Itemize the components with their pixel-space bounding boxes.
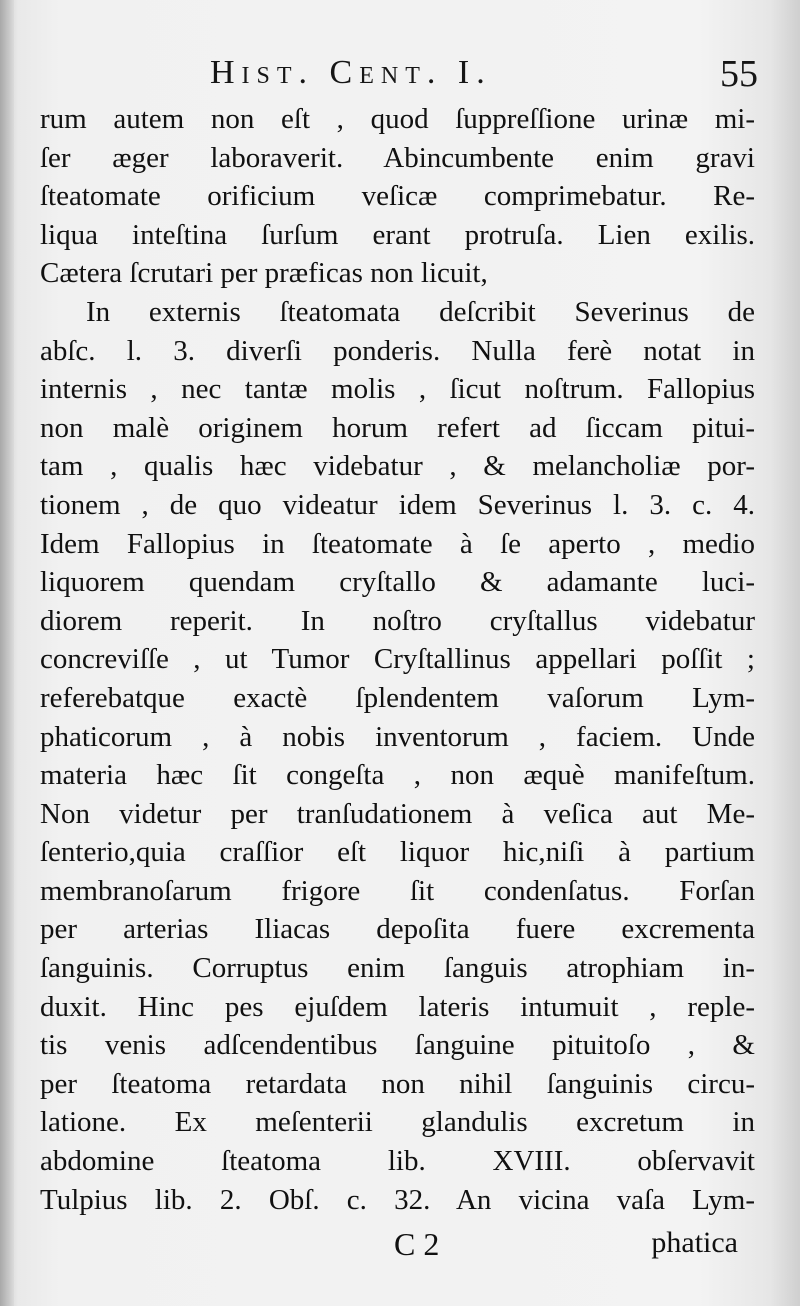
- text-line: latione. Ex meſenterii glandulis excretum in: [40, 1106, 755, 1139]
- text-line: rum autem non eſt , quod ſuppreſſione urinæ mi-: [40, 103, 755, 135]
- text-line: liquorem quendam cryſtallo & adamante luci-: [40, 566, 755, 599]
- text-line: referebatque exactè ſplendentem vaſorum Lym-: [40, 681, 755, 714]
- text-line: per ſteatoma retardata non nihil ſanguinis circu-: [40, 1067, 755, 1100]
- text-line: ſanguinis. Corruptus enim ſanguis atrophiam in-: [40, 952, 755, 985]
- text-line: Cætera ſcrutari per præficas non licuit,: [40, 257, 488, 290]
- text-line: internis , nec tantæ molis , ſicut noſtrum. Fallopius: [40, 373, 755, 406]
- text-line: ſer æger laboraverit. Abincumbente enim gravi: [40, 141, 755, 174]
- text-line: Idem Fallopius in ſteatomate à ſe aperto , medio: [40, 527, 755, 560]
- text-line: concreviſſe , ut Tumor Cryſtallinus appellari poſſit ;: [40, 643, 755, 676]
- text-line: phaticorum , à nobis inventorum , faciem. Unde: [40, 720, 755, 753]
- page-gutter-shadow: [0, 0, 14, 1306]
- text-line: ſteatomate orificium veſicæ comprimebatur. Re-: [40, 180, 755, 213]
- page-footer: [0, 1222, 800, 1272]
- page-number: 55: [720, 53, 758, 95]
- text-line: Tulpius lib. 2. Obſ. c. 32. An vicina vaſa Lym-: [40, 1183, 755, 1216]
- text-line: diorem reperit. In noſtro cryſtallus videbatur: [40, 604, 755, 637]
- text-line: non malè originem horum refert ad ſiccam pitui-: [40, 411, 755, 444]
- text-line: membranoſarum frigore ſit condenſatus. Forſan: [40, 874, 755, 907]
- running-head: [0, 48, 800, 96]
- body-text: [40, 100, 755, 1219]
- text-line: liqua inteſtina ſurſum erant protruſa. Lien exilis.: [40, 218, 755, 251]
- catchword: phatica: [651, 1226, 738, 1259]
- text-line: tis venis adſcendentibus ſanguine pituitoſo , &: [40, 1029, 755, 1062]
- running-head-title: Hist. Cent. I.: [210, 54, 492, 91]
- text-line: ſenterio,quia craſſior eſt liquor hic,niſi à partium: [40, 836, 755, 869]
- text-line: per arterias Iliacas depoſita fuere excrementa: [40, 913, 755, 946]
- text-line: duxit. Hinc pes ejuſdem lateris intumuit , reple-: [40, 990, 755, 1023]
- text-line: Non videtur per tranſudationem à veſica aut Me-: [40, 797, 755, 830]
- text-line: tam , qualis hæc videbatur , & melancholiæ por-: [40, 450, 755, 483]
- text-line: abſc. l. 3. diverſi ponderis. Nulla ferè notat in: [40, 334, 755, 367]
- text-line: In externis ſteatomata deſcribit Severinus de: [86, 295, 755, 328]
- text-line: tionem , de quo videatur idem Severinus l. 3. c. 4.: [40, 488, 755, 521]
- text-line: abdomine ſteatoma lib. XVIII. obſervavit: [40, 1145, 755, 1178]
- signature-mark: C 2: [394, 1226, 440, 1262]
- text-line: materia hæc ſit congeſta , non æquè manifeſtum.: [40, 759, 755, 792]
